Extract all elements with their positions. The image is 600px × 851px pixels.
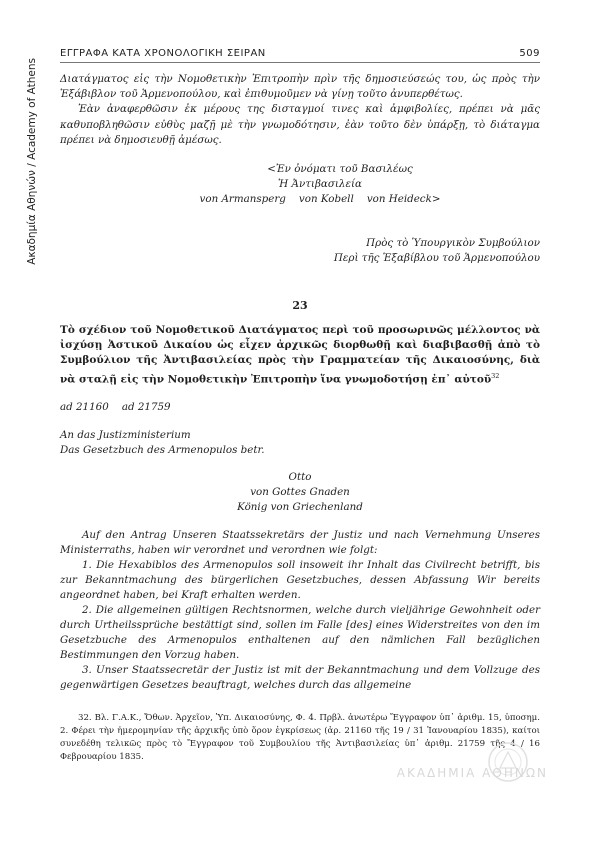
footnote-text: Βλ. Γ.Α.Κ., Ὄθων. Ἀρχεῖον, Ὑπ. Δικαιοσύνης, Φ. 4. Πρβλ. ἀνωτέρω Ἔγγραφον ὑπ᾽ ἀριθμ. 15, ὑποσημ. 2. Φέρει τὴν ἡμερομηνίαν τῆς ἀρχικῆς ὑπὸ ὅρον ἐγκρίσεως (ἀρ. 21160 τῆς 19 / 31 Ἰανουαρίου 1835), καίτοι συνεδέθη τελικῶς πρὸς τὸ Ἔγγραφον τοῦ Συμβουλίου τῆς Ἀντιβασιλείας ὑπ᾽ ἀριθμ. 21759 τῆς 4 / 16 Φεβρουαρίου 1835. — [60, 713, 541, 762]
document-number: 23 — [292, 299, 308, 312]
sovereign-line: Otto — [288, 471, 312, 483]
signature-names: von Armansperg von Kobell von Heideck> — [199, 193, 441, 205]
heading-text: Τὸ σχέδιον τοῦ Νομοθετικοῦ Διατάγματος περὶ τοῦ προσωρινῶς μέλλοντος νὰ ἰσχύσῃ Ἀστικοῦ Δικαίου ὡς εἶχεν ἀρχικῶς διορθωθῇ καὶ διαβιβασθῇ ἀπὸ τὸ Συμβούλιον τῆς Ἀντιβασιλείας πρὸς τὴν Γραμματείαν τῆς Δικαιοσύνης, διὰ νὰ σταλῇ εἰς τὴν Νομοθετικὴν Ἐπιτροπὴν ἵνα γνωμοδοτήσῃ ἐπ᾽ αὐτοῦ — [60, 324, 540, 386]
page-number: 509 — [519, 48, 540, 59]
running-head-title: ΕΓΓΡΑΦΑ ΚΑΤΑ ΧΡΟΝΟΛΟΓΙΚΗ ΣΕΙΡΑΝ — [60, 48, 266, 59]
addressee-greek — [60, 236, 540, 266]
intro-text — [60, 72, 540, 148]
archive-stamp: Ακαδημία Αθηνών / Academy of Athens — [26, 58, 38, 265]
sovereign-line: König von Griechenland — [237, 501, 363, 513]
signature-block — [60, 162, 540, 207]
decree-paragraph: 1. Die Hexabiblos des Armenopulos soll insoweit ihr Inhalt das Civilrecht betrifft, bis zur Bekanntmachung des bürgerlichen Gesetzbuches, dessen Abfassung Wir bereits angeordnet haben, bei Kraft erhalten werden. — [60, 559, 540, 601]
running-head — [60, 48, 540, 63]
signature-line: Ἡ Ἀντιβασιλεία — [278, 178, 362, 190]
decree-paragraph: Auf den Antrag Unseren Staatssekretärs der Justiz und nach Vernehmung Unseres Ministerraths, haben wir verordnet und verordnen wie folgt: — [60, 529, 540, 556]
addressee-line: Das Gesetzbuch des Armenopulos betr. — [60, 444, 265, 456]
footnote — [60, 712, 540, 764]
german-decree-text — [60, 528, 540, 693]
addressee-german — [60, 428, 540, 458]
addressee-line: Πρὸς τὸ Ὑπουργικὸν Συμβούλιον — [366, 237, 540, 249]
footnote-number: 32. — [78, 713, 92, 723]
addressee-line: Περὶ τῆς Ἑξαβίβλου τοῦ Ἁρμενοπούλου — [333, 252, 540, 264]
document-heading — [60, 323, 540, 387]
decree-paragraph: 2. Die allgemeinen gültigen Rechtsnormen, welche durch vieljährige Gewohnheit oder durch Urtheilssprüche bestättigt sind, sollen im Falle [des] eines Widerstreites von den im Gesetzbuche des Armenopulos enthaltenen auf den nämlichen Fall bezüglichen Bestimmungen den Vorzug haben. — [60, 604, 540, 661]
intro-paragraph: Διατάγματος εἰς τὴν Νομοθετικὴν Ἐπιτροπὴν πρὶν τῆς δημοσιεύσεώς του, ὡς πρὸς τὴν Ἑξάβιβλον τοῦ Ἁρμενοπούλου, καὶ ἐπιθυμοῦμεν νὰ γίνῃ τοῦτο ἀνυπερθέτως. — [60, 73, 540, 101]
sovereign-line: von Gottes Gnaden — [250, 486, 350, 498]
decree-paragraph: 3. Unser Staatssecretär der Justiz ist mit der Bekanntmachung und dem Vollzuge des gegenwärtigen Gesetzes beauftragt, welches durch das allgemeine — [60, 664, 540, 691]
footnote-ref: 32 — [491, 371, 500, 380]
reference-numbers: ad 21160 ad 21759 — [60, 401, 171, 413]
intro-paragraph: Ἐὰν ἀναφερθῶσιν ἐκ μέρους της δισταγμοί τινες καὶ ἀμφιβολίες, πρέπει νὰ μᾶς καθυποβληθῶσιν εὐθὺς μαζῇ μὲ τὴν γνωμοδότησιν, ἐὰν τοῦτο δὲν ὑπάρξῃ, τὸ διάταγμα πρέπει νὰ δημοσιευθῇ ἀμέσως. — [60, 103, 540, 146]
sovereign-title — [60, 470, 540, 515]
signature-line: <Ἐν ὀνόματι τοῦ Βασιλέως — [267, 163, 413, 175]
watermark-text: ΑΚΑΔΗΜΙΑ ΑΘΗΝΩΝ — [396, 766, 548, 780]
addressee-line: An das Justizministerium — [60, 429, 191, 441]
